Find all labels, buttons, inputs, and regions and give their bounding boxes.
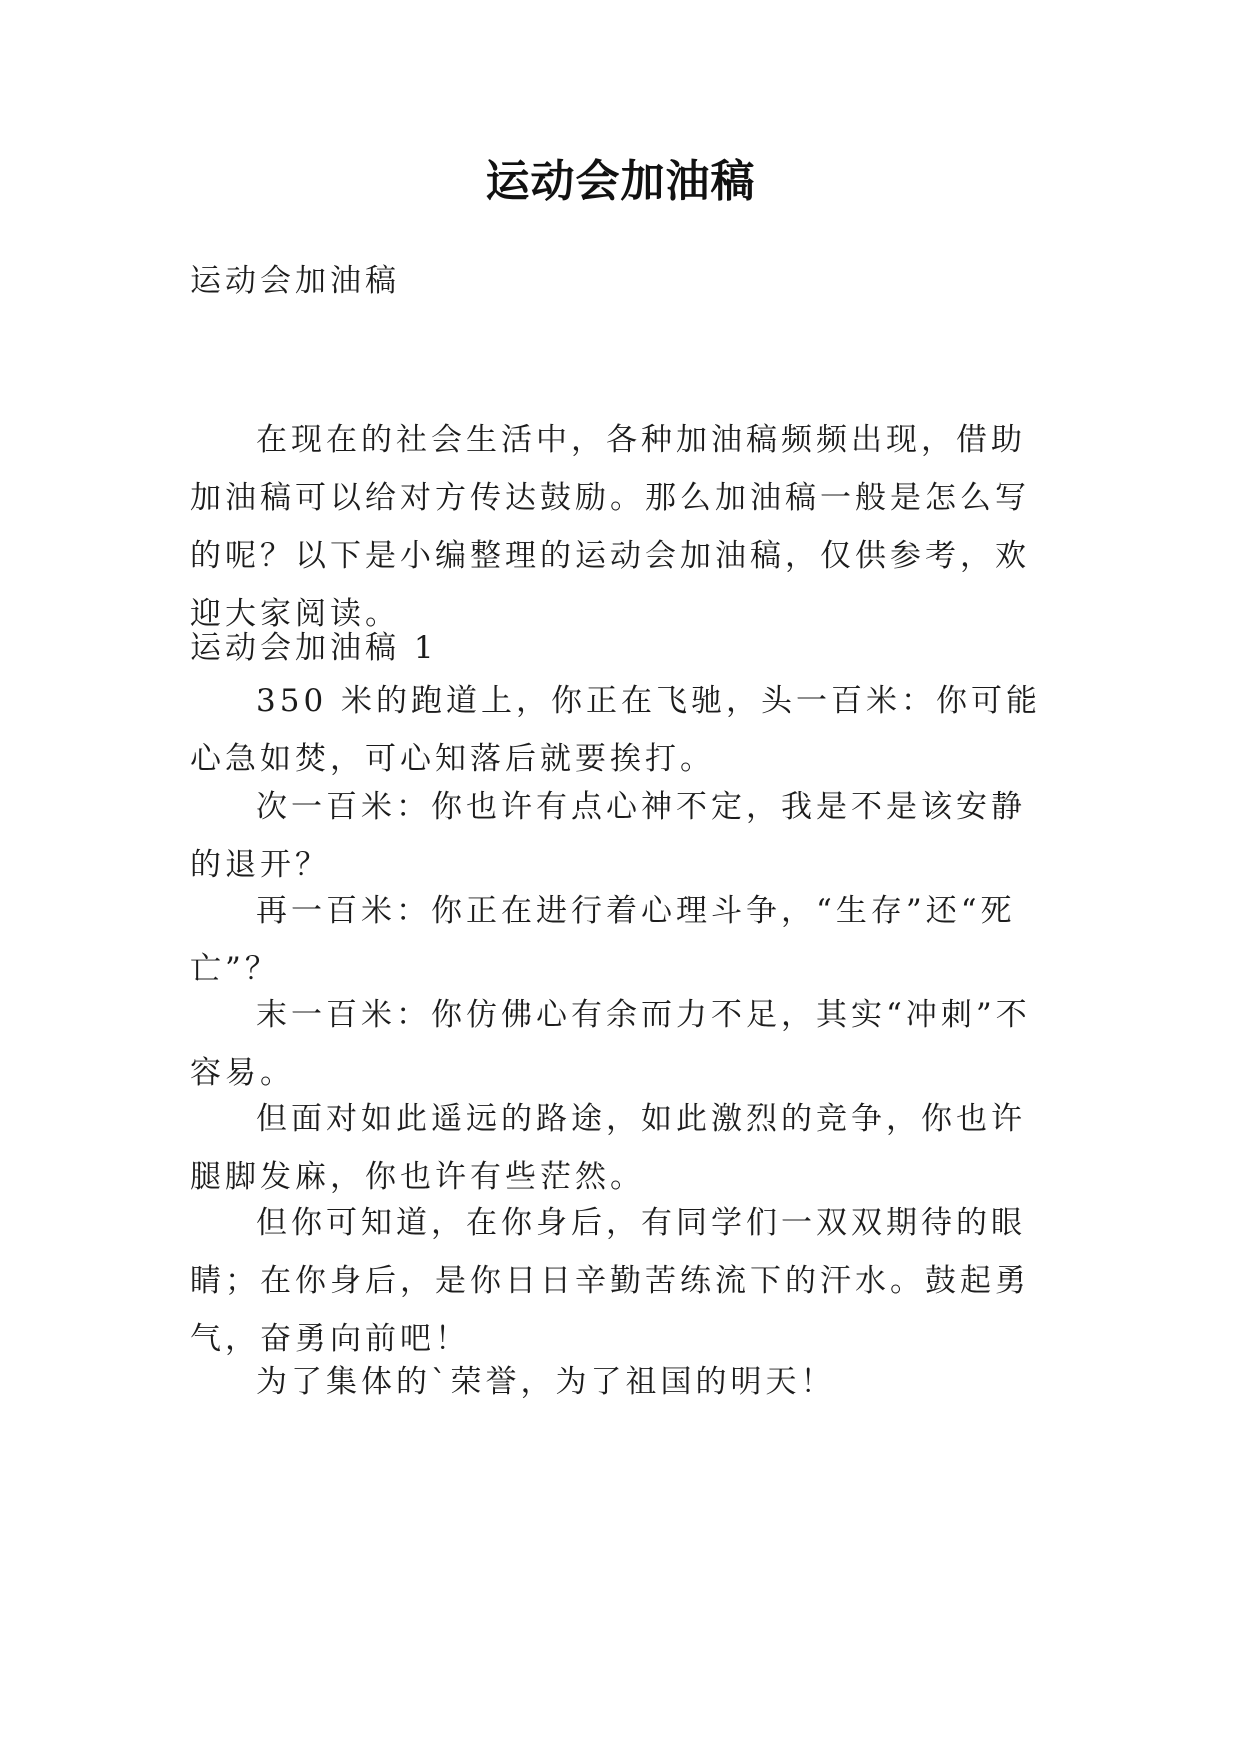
body-paragraph-7: 为了集体的`荣誉，为了祖国的明天！ xyxy=(256,1364,836,1400)
body-paragraph-2: 次一百米：你也许有点心神不定，我是不是该安静的退开？ xyxy=(190,789,1026,883)
document-title: 运动会加油稿 xyxy=(485,156,756,207)
intro-paragraph: 在现在的社会生活中，各种加油稿频频出现，借助加油稿可以给对方传达鼓励。那么加油稿一般是怎么写的呢？以下是小编整理的运动会加油稿，仅供参考，欢迎大家阅读。 xyxy=(190,422,1030,632)
section-heading: 运动会加油稿 1 xyxy=(190,630,438,666)
body-paragraph-3: 再一百米：你正在进行着心理斗争，“生存”还“死亡”？ xyxy=(190,893,1016,987)
body-paragraph-5: 但面对如此遥远的路途，如此激烈的竞争，你也许腿脚发麻，你也许有些茫然。 xyxy=(190,1101,1026,1195)
body-paragraph-4: 末一百米：你仿佛心有余而力不足，其实“冲刺”不容易。 xyxy=(190,997,1031,1091)
body-paragraph-6: 但你可知道，在你身后，有同学们一双双期待的眼睛；在你身后，是你日日辛勤苦练流下的汗水。鼓起勇气，奋勇向前吧！ xyxy=(190,1205,1030,1357)
document-subtitle: 运动会加油稿 xyxy=(190,263,400,299)
body-paragraph-1: 350 米的跑道上，你正在飞驰，头一百米：你可能心急如焚，可心知落后就要挨打。 xyxy=(190,683,1042,777)
